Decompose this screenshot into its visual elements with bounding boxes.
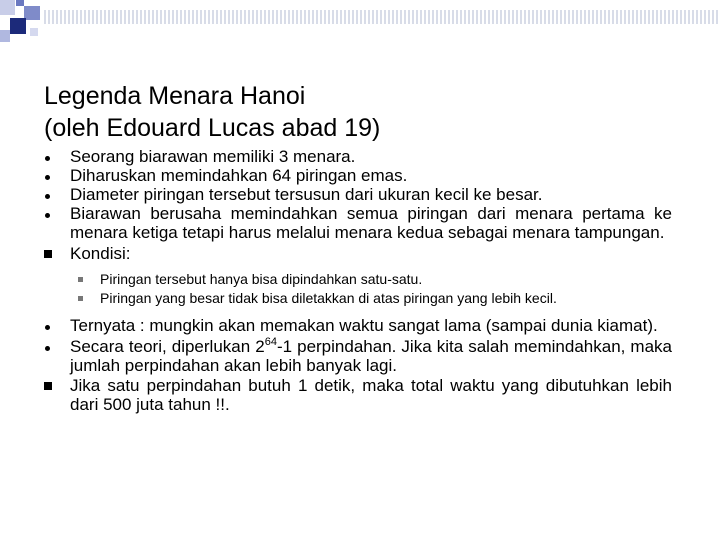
bullet-item	[44, 316, 672, 335]
deco-square	[10, 18, 26, 34]
bullet-item	[44, 204, 672, 242]
bullet-text: Biarawan berusaha memindahkan semua piringan dari menara pertama ke menara ketiga tetapi harus melalui menara kedua sebagai menara tampungan.	[70, 204, 672, 242]
bullet-item	[44, 185, 672, 204]
bullet-square-icon	[44, 250, 52, 258]
bullet-item	[44, 166, 672, 185]
sub-bullet-square-icon	[78, 277, 83, 282]
formula-text-after: -1 perpindahan. Jika kita salah memindahkan, maka jumlah perpindahan akan lebih banyak lagi.	[70, 337, 672, 375]
deco-square	[30, 28, 38, 36]
formula-superscript: 64	[264, 336, 277, 348]
deco-square	[0, 30, 10, 42]
bullet-text: Diharuskan memindahkan 64 piringan emas.	[70, 166, 408, 185]
bullet-text: Ternyata : mungkin akan memakan waktu sangat lama (sampai dunia kiamat).	[70, 316, 658, 335]
top-decorative-bar	[44, 10, 720, 24]
bullet-text	[70, 337, 672, 375]
sub-bullet-text: Piringan tersebut hanya bisa dipindahkan satu-satu.	[100, 271, 423, 287]
sub-bullet-square-icon	[78, 296, 83, 301]
deco-square	[24, 6, 40, 20]
sub-bullet-text: Piringan yang besar tidak bisa diletakkan di atas piringan yang lebih kecil.	[100, 290, 557, 306]
bullet-dot-icon	[45, 194, 50, 199]
bullet-dot-icon	[45, 213, 50, 218]
bullet-text: Kondisi:	[70, 244, 131, 263]
bullet-dot-icon	[45, 175, 50, 180]
bullet-square-icon	[44, 382, 52, 390]
sub-bullet-item	[44, 272, 672, 287]
slide-body	[44, 147, 672, 414]
bullet-item	[44, 337, 672, 375]
bullet-item	[44, 244, 672, 263]
title-line-2: (oleh Edouard Lucas abad 19)	[44, 114, 381, 142]
title-line-1: Legenda Menara Hanoi	[44, 82, 306, 110]
bullet-item	[44, 376, 672, 414]
deco-square	[0, 0, 15, 15]
slide-title	[44, 80, 684, 144]
bullet-dot-icon	[45, 325, 50, 330]
bullet-dot-icon	[45, 156, 50, 161]
bullet-text: Jika satu perpindahan butuh 1 detik, maka total waktu yang dibutuhkan lebih dari 500 juta tahun !!.	[70, 376, 672, 414]
deco-square	[16, 0, 24, 6]
bullet-text: Seorang biarawan memiliki 3 menara.	[70, 147, 356, 166]
bullet-dot-icon	[45, 346, 50, 351]
sub-bullet-item	[44, 291, 672, 306]
bullet-text: Diameter piringan tersebut tersusun dari ukuran kecil ke besar.	[70, 185, 543, 204]
formula-text-before: Secara teori, diperlukan 2	[70, 337, 265, 356]
bullet-item	[44, 147, 672, 166]
